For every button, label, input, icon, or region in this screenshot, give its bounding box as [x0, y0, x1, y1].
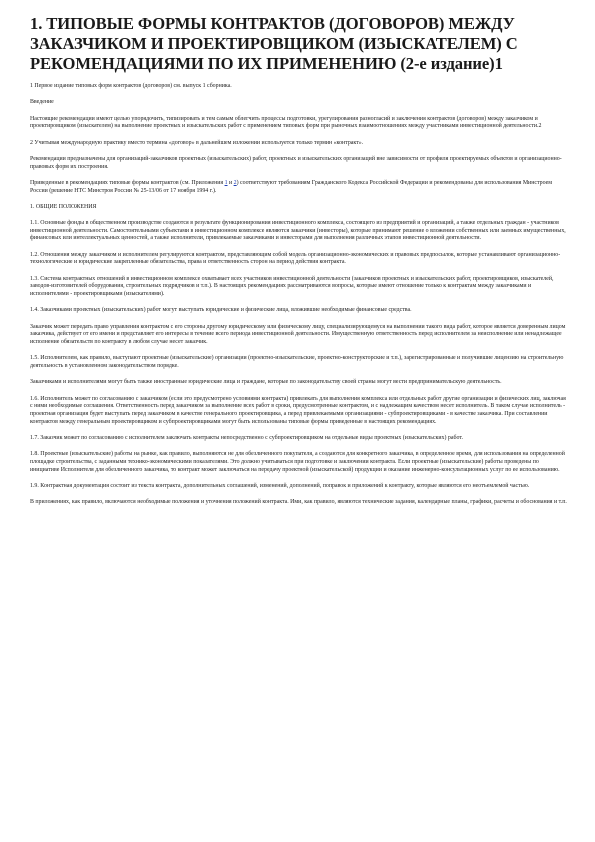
section-heading: 1. ОБЩИЕ ПОЛОЖЕНИЯ	[30, 203, 97, 210]
footnote-1: 1 Первое издание типовых форм контрактов (договоров) см. выпуск 1 сборника.	[30, 83, 232, 89]
paragraph-1-6: 1.6. Исполнитель может по согласованию с заказчиком (если это предусмотрено условиями контракта) привлекать для выполнения комплекса или отдельных работ другие организации и физических лиц, заключая с ними необходимые соглашения. Ответственность перед заказчиком за выполнение всех работ в сроки, предусмотренные контрактом, и с надлежащим качеством несет исполнитель. В таком случае исполнитель - проектная организация будет выступать перед заказчиком в качестве генерального проектировщика, а перед привлекаемыми организациями - субпроектировщиками - в качестве заказчика. При составлении контрактов между генеральным проектировщиком и субпроектировщиками могут быть использованы типовые формы приведенные в настоящих рекомендациях.	[30, 395, 566, 425]
paragraph-text: и	[227, 179, 234, 186]
paragraph-1-9-cont: В приложениях, как правило, включаются необходимые положения и уточнения положений контракта. Ими, как правило, являются технические задания, календарные планы, графики, расчеты и обоснования и т.п.	[30, 499, 567, 506]
paragraph-1-4-cont: Заказчик может передать право управления контрактом с его стороны другому юридическому или физическому лицу, специализирующемуся на выполнении такого вида работ, которое является доверенным лицом заказчика, действует от его имени и представляет его интересы в течение всего периода инвестиционной деятельности. Имущественную ответственность перед исполнителем за неисполнение или ненадлежащее исполнение обязательств по контракту в любом случае несет заказчик.	[30, 323, 566, 345]
appendix-2-link[interactable]: 2	[233, 179, 237, 186]
paragraph-1-5-cont: Заказчиками и исполнителями могут быть также иностранные юридические лица и граждане, которые по законодательству своей страны могут вести предпринимательскую деятельность.	[30, 379, 502, 386]
intro-paragraph: Рекомендации предназначены для организаций-заказчиков проектных (изыскательских) работ, проектных и изыскательских организаций вне зависимости от профиля проектируемых объектов и организационно-правовых форм их построения.	[30, 155, 562, 170]
paragraph-1-3: 1.3. Система контрактных отношений в инвестиционном комплексе охватывает всех участников инвестиционной деятельности (заказчиков проектных и изыскательских работ, проектировщиков, изыскателей, заводов-изготовителей оборудования, строительных подрядчиков и т.п.). В настоящих рекомендациях рассматриваются вопросы, которые имеют отношение только к контрактам между заказчиками и исполнителями - проектировщиками (изыскателями).	[30, 275, 554, 297]
paragraph-1-1: 1.1. Основные фонды в общественном производстве создаются в результате функционирования инвестиционного комплекса, состоящего из предприятий и организаций, а также отдельных граждан - участников инвестиционной деятельности. Самостоятельными субъектами в инвестиционном комплексе являются заказчики (инвесторы), которые принимают решение о вложении собственных или заемных имущественных, финансовых или интеллектуальных ценностей, а также исполнители, привлекаемые заказчиками и инвесторами для выполнения различных этапов инвестиционной деятельности.	[30, 219, 566, 242]
document-title: 1. ТИПОВЫЕ ФОРМЫ КОНТРАКТОВ (ДОГОВОРОВ) МЕЖДУ ЗАКАЗЧИКОМ И ПРОЕКТИРОВЩИКОМ (ИЗЫСКАТЕЛЕМ) С РЕКОМЕНДАЦИЯМИ ПО ИХ ПРИМЕНЕНИЮ (2-е издание)1	[30, 14, 518, 73]
intro-paragraph: Настоящие рекомендации имеют целью упорядочить, типизировать и тем самым облегчить процессы подготовки, урегулирования разногласий и заключения контрактов (договоров) между заказчиком и проектировщиком (изыскателем) на выполнение проектных и изыскательских работ с применением типовых форм при рыночных взаимоотношениях между участниками инвестиционной деятельности.2	[30, 115, 542, 130]
paragraph-1-2: 1.2. Отношения между заказчиком и исполнителем регулируются контрактом, представляющим собой модель организационно-экономических и правовых предпосылок, которые устанавливают организационно-технологические и юридические закрепленные обязательства, права и ответственность сторон на период действия контракта.	[30, 251, 561, 266]
paragraph-text: Приведенные в рекомендациях типовые формы контрактов (см. Приложения	[30, 179, 225, 186]
paragraph-text: ) соответствуют требованиям Гражданского Кодекса Российской Федерации и рекомендованы для использования Минстроем России (решение НТС Минстроя России № 25-13/06 от 17 ноября 1994 г.).	[30, 179, 552, 194]
footnote-2: 2 Учитывая международную практику вместо термина «договор» в дальнейшем изложении используется только термин «контракт».	[30, 139, 364, 146]
paragraph-1-9: 1.9. Контрактная документация состоит из текста контракта, дополнительных соглашений, изменений, дополнений, поправок и приложений к контракту, которые являются его неотъемлемой частью.	[30, 483, 530, 489]
intro-paragraph-appendix	[30, 180, 568, 195]
intro-heading: Введение	[30, 99, 54, 106]
paragraph-1-8: 1.8. Проектные (изыскательские) работы на рынке, как правило, выполняются не для обезличенного покупателя, а создаются для конкретного заказчика, в определенное время, для использования на определенной площадке строительства, с заданными технико-экономическими показателями. Это должно учитываться при подготовке и заключении контракта. Если проектные (изыскательские) работы проведены по инициативе Исполнителя для обезличенного заказчика, то контракт может заключаться на передачу проектной (изыскательской) продукции и оказание инженерно-консультационных услуг по ее использованию.	[30, 451, 565, 473]
paragraph-1-5: 1.5. Исполнителем, как правило, выступают проектные (изыскательские) организации (проектно-изыскательские, проектно-конструкторские и т.п.), зарегистрированные и получившие лицензию на строительную деятельность в установленном законодательством порядке.	[30, 355, 564, 369]
paragraph-1-7: 1.7. Заказчик может по согласованию с исполнителем заключать контракты непосредственно с субпроектировщиком на отдельные виды проектных (изыскательских) работ.	[30, 435, 463, 441]
appendix-1-link[interactable]: 1	[224, 179, 228, 186]
paragraph-1-4: 1.4. Заказчиками проектных (изыскательских) работ могут выступать юридические и физические лица, вложившие необходимые финансовые средства.	[30, 307, 412, 314]
